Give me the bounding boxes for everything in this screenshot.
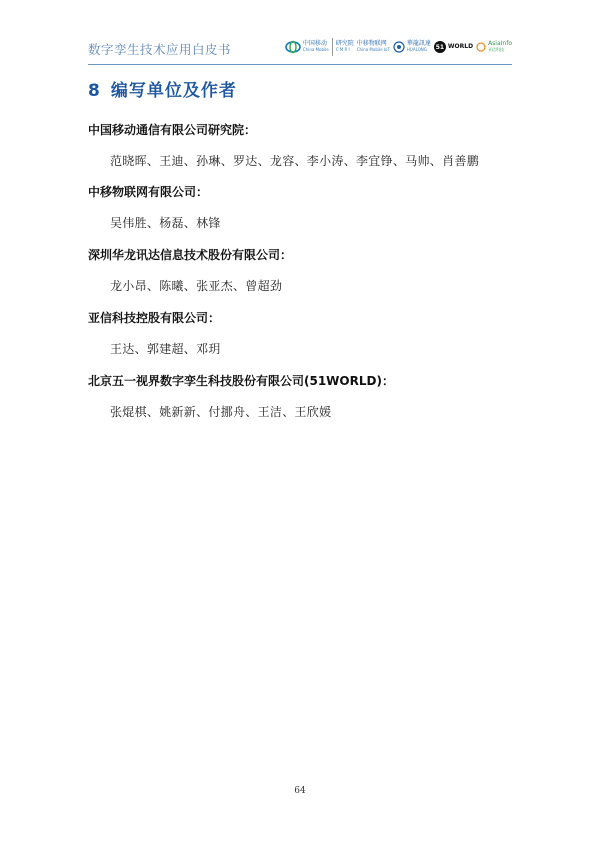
author-list: 张焜棋、姚新新、付挪舟、王洁、王欣媛 <box>110 405 332 419</box>
logo-sub-asiainfo: 亚信科技 <box>488 47 505 52</box>
hualong-emblem-icon <box>393 41 405 53</box>
header-rule <box>88 64 512 65</box>
logo-sub-iot: China Mobile IoT <box>356 47 390 52</box>
logo-divider <box>332 38 333 56</box>
section-number: 8 <box>88 81 101 101</box>
org-name: 亚信科技控股有限公司： <box>88 311 221 325</box>
asiainfo-ring-icon <box>476 42 486 52</box>
author-list: 吴伟胜、杨磊、林锋 <box>110 216 221 230</box>
page-header <box>88 34 512 64</box>
hualong-logo <box>393 41 431 54</box>
partner-logos <box>285 38 512 56</box>
org-name: 深圳华龙讯达信息技术股份有限公司： <box>88 248 293 262</box>
logo-name-51world: WORLD <box>447 42 474 50</box>
org-name: 中移物联网有限公司： <box>88 185 209 199</box>
author-list: 范晓晖、王迪、孙琳、罗达、龙容、李小涛、李宜铮、马帅、肖善鹏 <box>110 154 480 168</box>
logo-sub-cmri: C M R I <box>335 47 350 52</box>
section-heading <box>88 76 237 101</box>
org-name: 北京五一视界数字孪生科技股份有限公司(51WORLD)： <box>88 374 394 388</box>
china-mobile-logo <box>285 40 329 54</box>
section-title: 编写单位及作者 <box>110 81 237 101</box>
logo-name-china-mobile: 中国移动 <box>302 39 327 47</box>
51world-logo <box>434 41 473 53</box>
cmri-logo <box>336 41 354 54</box>
author-list: 龙小昂、陈曦、张亚杰、曾超劲 <box>110 279 283 293</box>
logo-name-asiainfo: AsiaInfo <box>488 39 512 47</box>
logo-sub-hualong: HUALONG <box>406 47 427 52</box>
iot-logo <box>357 41 390 54</box>
asiainfo-logo <box>476 41 512 54</box>
logo-sub-51world: 51 <box>434 41 446 53</box>
logo-name-hualong: 華龍訊達 <box>406 39 431 47</box>
logo-sub-china-mobile: China Mobile <box>302 47 329 52</box>
page-number: 64 <box>294 786 306 796</box>
logo-name-iot: 中移物联网 <box>356 39 387 47</box>
china-mobile-icon <box>285 40 301 54</box>
org-name: 中国移动通信有限公司研究院： <box>88 123 257 137</box>
document-title: 数字孪生技术应用白皮书 <box>88 42 232 57</box>
author-list: 王达、郭建超、邓玥 <box>110 342 221 356</box>
logo-name-cmri: 研究院 <box>335 39 354 47</box>
